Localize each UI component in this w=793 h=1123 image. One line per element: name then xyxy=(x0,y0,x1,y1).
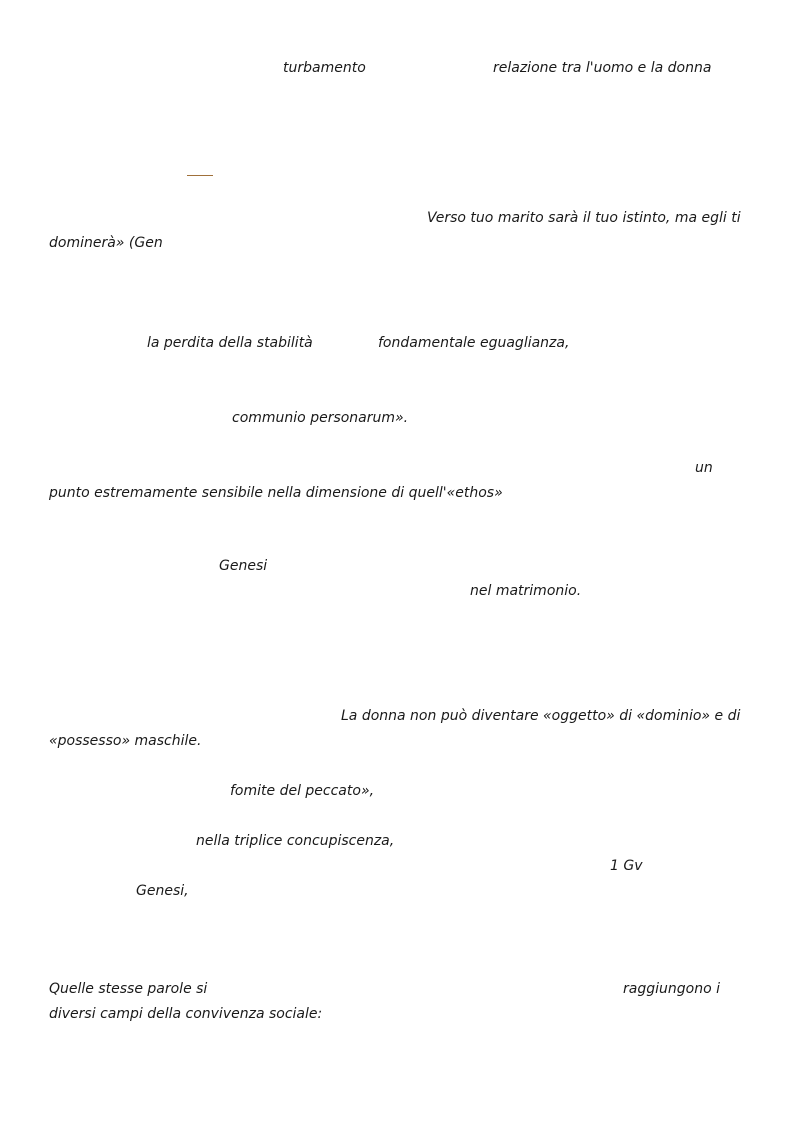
text-matrimonio: nel matrimonio. xyxy=(470,583,582,599)
text-genesi-2: Genesi, xyxy=(136,883,189,899)
text-perdita: la perdita della stabilità xyxy=(147,335,313,351)
text-verso: Verso tuo marito sarà il tuo istinto, ma egli ti xyxy=(427,210,741,226)
text-diversi: diversi campi della convivenza sociale: xyxy=(49,1006,323,1022)
text-donna: La donna non può diventare «oggetto» di «dominio» e di xyxy=(341,708,741,724)
text-raggiungono: raggiungono i xyxy=(623,981,720,997)
text-relazione: relazione tra l'uomo e la donna xyxy=(493,60,712,76)
text-fomite: fomite del peccato», xyxy=(230,783,375,799)
text-punto: punto estremamente sensibile nella dimensione di quell'«ethos» xyxy=(49,485,503,501)
text-eguaglianza: fondamentale eguaglianza, xyxy=(378,335,570,351)
text-triplice: nella triplice concupiscenza, xyxy=(196,833,395,849)
text-genesi-1: Genesi xyxy=(219,558,268,574)
text-un: un xyxy=(695,460,713,476)
text-communio: communio personarum». xyxy=(232,410,409,426)
footnote-link-underline[interactable] xyxy=(187,175,213,176)
text-possesso: «possesso» maschile. xyxy=(49,733,202,749)
text-dominera: dominerà» (Gen xyxy=(49,235,163,251)
text-gv: 1 Gv xyxy=(610,858,643,874)
text-quelle: Quelle stesse parole si xyxy=(49,981,208,997)
text-turbamento: turbamento xyxy=(283,60,366,76)
